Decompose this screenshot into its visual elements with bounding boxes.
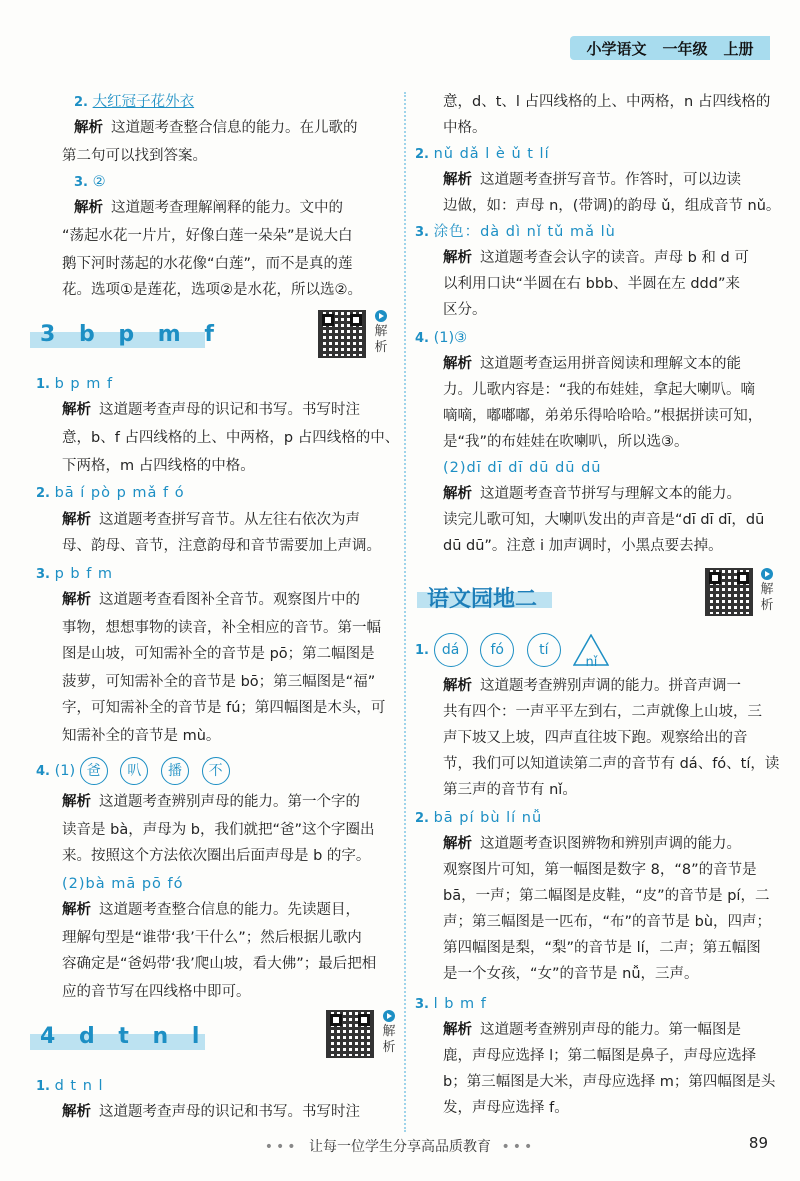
volume-label: 上册 [723, 39, 754, 58]
explanation-line: 事物，想想事物的读音，补全相应的音节。第一幅 [62, 620, 381, 636]
answer-line: 1. dá fó tí nǐ [415, 632, 609, 669]
explanation-line: 鹅下河时荡起的水花像“白莲”，而不是真的莲 [62, 256, 353, 272]
explanation-line: 解析 这道题考查音节拼写与理解文本的能力。 [443, 486, 741, 502]
analysis-tag: 解析 [62, 592, 91, 608]
explanation-line: 意，b、f 占四线格的上、中两格，p 占四线格的中、 [62, 430, 400, 446]
explanation-line: 解析 这道题考查看图补全音节。观察图片中的 [62, 592, 360, 608]
explanation-line: 边做，如：声母 n，(带调)的韵母 ǔ，组成音节 nǔ。 [443, 198, 781, 214]
analysis-tag: 解析 [443, 250, 472, 266]
section-title: 4 d t n l [40, 1024, 208, 1049]
analysis-tag: 解析 [62, 402, 91, 418]
explanation-line: 字，可知需补全的音节是 fú；第四幅图是木头，可 [62, 700, 386, 716]
analysis-tag: 解析 [62, 902, 91, 918]
analysis-tag: 解析 [443, 836, 472, 852]
explanation-line: 第四幅图是梨，“梨”的音节是 lí，二声；第五幅图 [443, 940, 761, 956]
analysis-tag: 解析 [443, 486, 472, 502]
explanation-line: 区分。 [443, 302, 487, 318]
explanation-line: 发，声母应选择 f。 [443, 1100, 569, 1116]
answer-line: 2. 大红冠子花外衣 [74, 94, 195, 110]
circled-char: 爸 [80, 757, 108, 785]
explanation-line: 解析 这道题考查整合信息的能力。先读题目， [62, 902, 360, 918]
explanation-line: 解析 这道题考查运用拼音阅读和理解文本的能 [443, 356, 741, 372]
explanation-line: b；第三幅图是大米，声母应选择 m；第四幅图是头 [443, 1074, 776, 1090]
explanation-line: 鹿，声母应选择 l；第二幅图是鼻子，声母应选择 [443, 1048, 757, 1064]
analysis-tag: 解析 [62, 512, 91, 528]
explanation-line: 容确定是“爸妈带‘我’爬山坡，看大佛”；最后把相 [62, 956, 377, 972]
explanation-line: 解析 这道题考查声母的识记和书写。书写时注 [62, 1104, 360, 1120]
explanation-line: bā，一声；第二幅图是皮鞋，“皮”的音节是 pí，二 [443, 888, 770, 904]
play-icon [761, 568, 773, 580]
explanation-line: 是一个女孩，“女”的音节是 nǚ，三声。 [443, 966, 699, 982]
explanation-line: 读音是 bà，声母为 b，我们就把“爸”这个字圈出 [62, 822, 375, 838]
answer-line: 1. b p m f [36, 376, 114, 392]
explanation-line: 图是山坡，可知需补全的音节是 pō；第二幅图是 [62, 646, 375, 662]
explanation-line: 下两格，m 占四线格的中格。 [62, 458, 255, 474]
explanation-line: 来。按照这个方法依次圈出后面声母是 b 的字。 [62, 848, 371, 864]
column-divider [404, 92, 406, 1132]
answer-line: 3. ② [74, 174, 106, 190]
section-3-banner [40, 322, 240, 358]
circled-char: 不 [202, 757, 230, 785]
circled-syllable: dá [434, 633, 468, 667]
explanation-line: 中格。 [443, 120, 487, 136]
analysis-tag: 解析 [443, 356, 472, 372]
answer-text: 大红冠子花外衣 [92, 94, 195, 110]
page-footer: ••• 让每一位学生分享高品质教育 ••• [264, 1139, 536, 1155]
section-yuwen-yuandi-banner [427, 582, 587, 618]
section-title: 语文园地二 [427, 587, 538, 612]
answer-line: 4. (1) 爸 叭 播 不 [36, 756, 238, 787]
qr-analysis-label: 解 析 [759, 568, 775, 614]
explanation-line: 嘀嘀，嘟嘟嘟，弟弟乐得哈哈哈。”根据拼读可知， [443, 408, 763, 424]
book-header-tab [570, 36, 770, 60]
explanation-line: 解析 这道题考查拼写音节。从左往右依次为声 [62, 512, 360, 528]
explanation-line: 力。儿歌内容是：“我的布娃娃，拿起大喇叭。嘀 [443, 382, 756, 398]
explanation-line: “荡起水花一片片，好像白莲一朵朵”是说大白 [62, 228, 353, 244]
analysis-tag: 解析 [62, 1104, 91, 1120]
answer-line: 3. p b f m [36, 566, 114, 582]
explanation-line: 解析 这道题考查理解阐释的能力。文中的 [74, 200, 343, 216]
play-icon [383, 1010, 395, 1022]
explanation-line: 菠萝，可知需补全的音节是 bō；第三幅图是“福” [62, 674, 376, 690]
footer-slogan: 让每一位学生分享高品质教育 [309, 1139, 491, 1155]
explanation-line: 解析 这道题考查声母的识记和书写。书写时注 [62, 402, 360, 418]
explanation-line: 解析 这道题考查拼写音节。作答时，可以边读 [443, 172, 741, 188]
triangle-marked-syllable: nǐ [573, 634, 609, 666]
explanation-line: 共有四个：一声平平左到右，二声就像上山坡，三 [443, 704, 762, 720]
circled-syllable: tí [527, 633, 561, 667]
circled-char: 叭 [120, 757, 148, 785]
explanation-line: 解析 这道题考查辨别声调的能力。拼音声调一 [443, 678, 741, 694]
answer-line: 3. 涂色：dà dì nǐ tǔ mǎ lù [415, 224, 616, 240]
page-number: 89 [748, 1134, 768, 1152]
analysis-tag: 解析 [62, 794, 91, 810]
answer-line: (2)bà mā pō fó [62, 876, 184, 892]
explanation-line: 观察图片可知，第一幅图是数字 8，“8”的音节是 [443, 862, 757, 878]
explanation-line: 声；第三幅图是一匹布，“布”的音节是 bù，四声； [443, 914, 772, 930]
qr-code-icon[interactable] [705, 568, 753, 616]
analysis-tag: 解析 [74, 120, 103, 136]
answer-line: (2)dī dī dī dū dū dū [443, 460, 602, 476]
qr-analysis-label: 解 析 [381, 1010, 397, 1056]
subject-label: 小学语文 [586, 39, 647, 58]
explanation-line: 解析 这道题考查识图辨物和辨别声调的能力。 [443, 836, 741, 852]
play-icon [375, 310, 387, 322]
explanation-line: 读完儿歌可知，大喇叭发出的声音是“dī dī dī，dū [443, 512, 765, 528]
explanation-line: 意，d、t、l 占四线格的上、中两格，n 占四线格的 [443, 94, 771, 110]
explanation-line: 应的音节写在四线格中即可。 [62, 984, 251, 1000]
grade-label: 一年级 [662, 39, 708, 58]
explanation-line: 节，我们可以知道读第二声的音节有 dá、fó、tí，读 [443, 756, 780, 772]
qr-analysis-label: 解 析 [373, 310, 389, 356]
answer-line: 3. l b m f [415, 996, 487, 1012]
explanation-line: 知需补全的音节是 mù。 [62, 728, 221, 744]
explanation-line: 解析 这道题考查会认字的读音。声母 b 和 d 可 [443, 250, 749, 266]
explanation-line: 以利用口诀“半圆在右 bbb、半圆在左 ddd”来 [443, 276, 740, 292]
answer-line: 1. d t n l [36, 1078, 104, 1094]
section-4-banner [40, 1024, 240, 1060]
explanation-line: 母、韵母、音节，注意韵母和音节需要加上声调。 [62, 538, 381, 554]
explanation-line: 解析 这道题考查辨别声母的能力。第一个字的 [62, 794, 360, 810]
answer-line: 2. nǔ dǎ l è ǔ t lí [415, 146, 550, 162]
explanation-line: 声下坡又上坡，四声直往坡下跑。观察给出的音 [443, 730, 748, 746]
answer-line: 2. bā pí bù lí nǚ [415, 810, 543, 826]
answer-line: 2. bā í pò p mǎ f ó [36, 485, 185, 501]
circled-syllable: fó [480, 633, 514, 667]
analysis-tag: 解析 [443, 678, 472, 694]
explanation-line: 解析 这道题考查辨别声母的能力。第一幅图是 [443, 1022, 741, 1038]
analysis-tag: 解析 [443, 1022, 472, 1038]
explanation-line: 是“我”的布娃娃在吹喇叭，所以选③。 [443, 434, 689, 450]
qr-code-icon[interactable] [326, 1010, 374, 1058]
section-title: 3 b p m f [40, 322, 222, 347]
explanation-line: 花。选项①是莲花，选项②是水花，所以选②。 [62, 282, 362, 298]
analysis-tag: 解析 [443, 172, 472, 188]
explanation-line: dū dū”。注意 i 加声调时，小黑点要去掉。 [443, 538, 723, 554]
explanation-line: 第三声的音节有 nǐ。 [443, 782, 577, 798]
qr-code-icon[interactable] [318, 310, 366, 358]
analysis-tag: 解析 [74, 200, 103, 216]
answer-line: 4. (1)③ [415, 330, 468, 346]
explanation-line: 第二句可以找到答案。 [62, 148, 207, 164]
circled-char: 播 [161, 757, 189, 785]
explanation-line: 解析 这道题考查整合信息的能力。在儿歌的 [74, 120, 358, 136]
explanation-line: 理解句型是“谁带‘我’干什么”；然后根据儿歌内 [62, 930, 362, 946]
